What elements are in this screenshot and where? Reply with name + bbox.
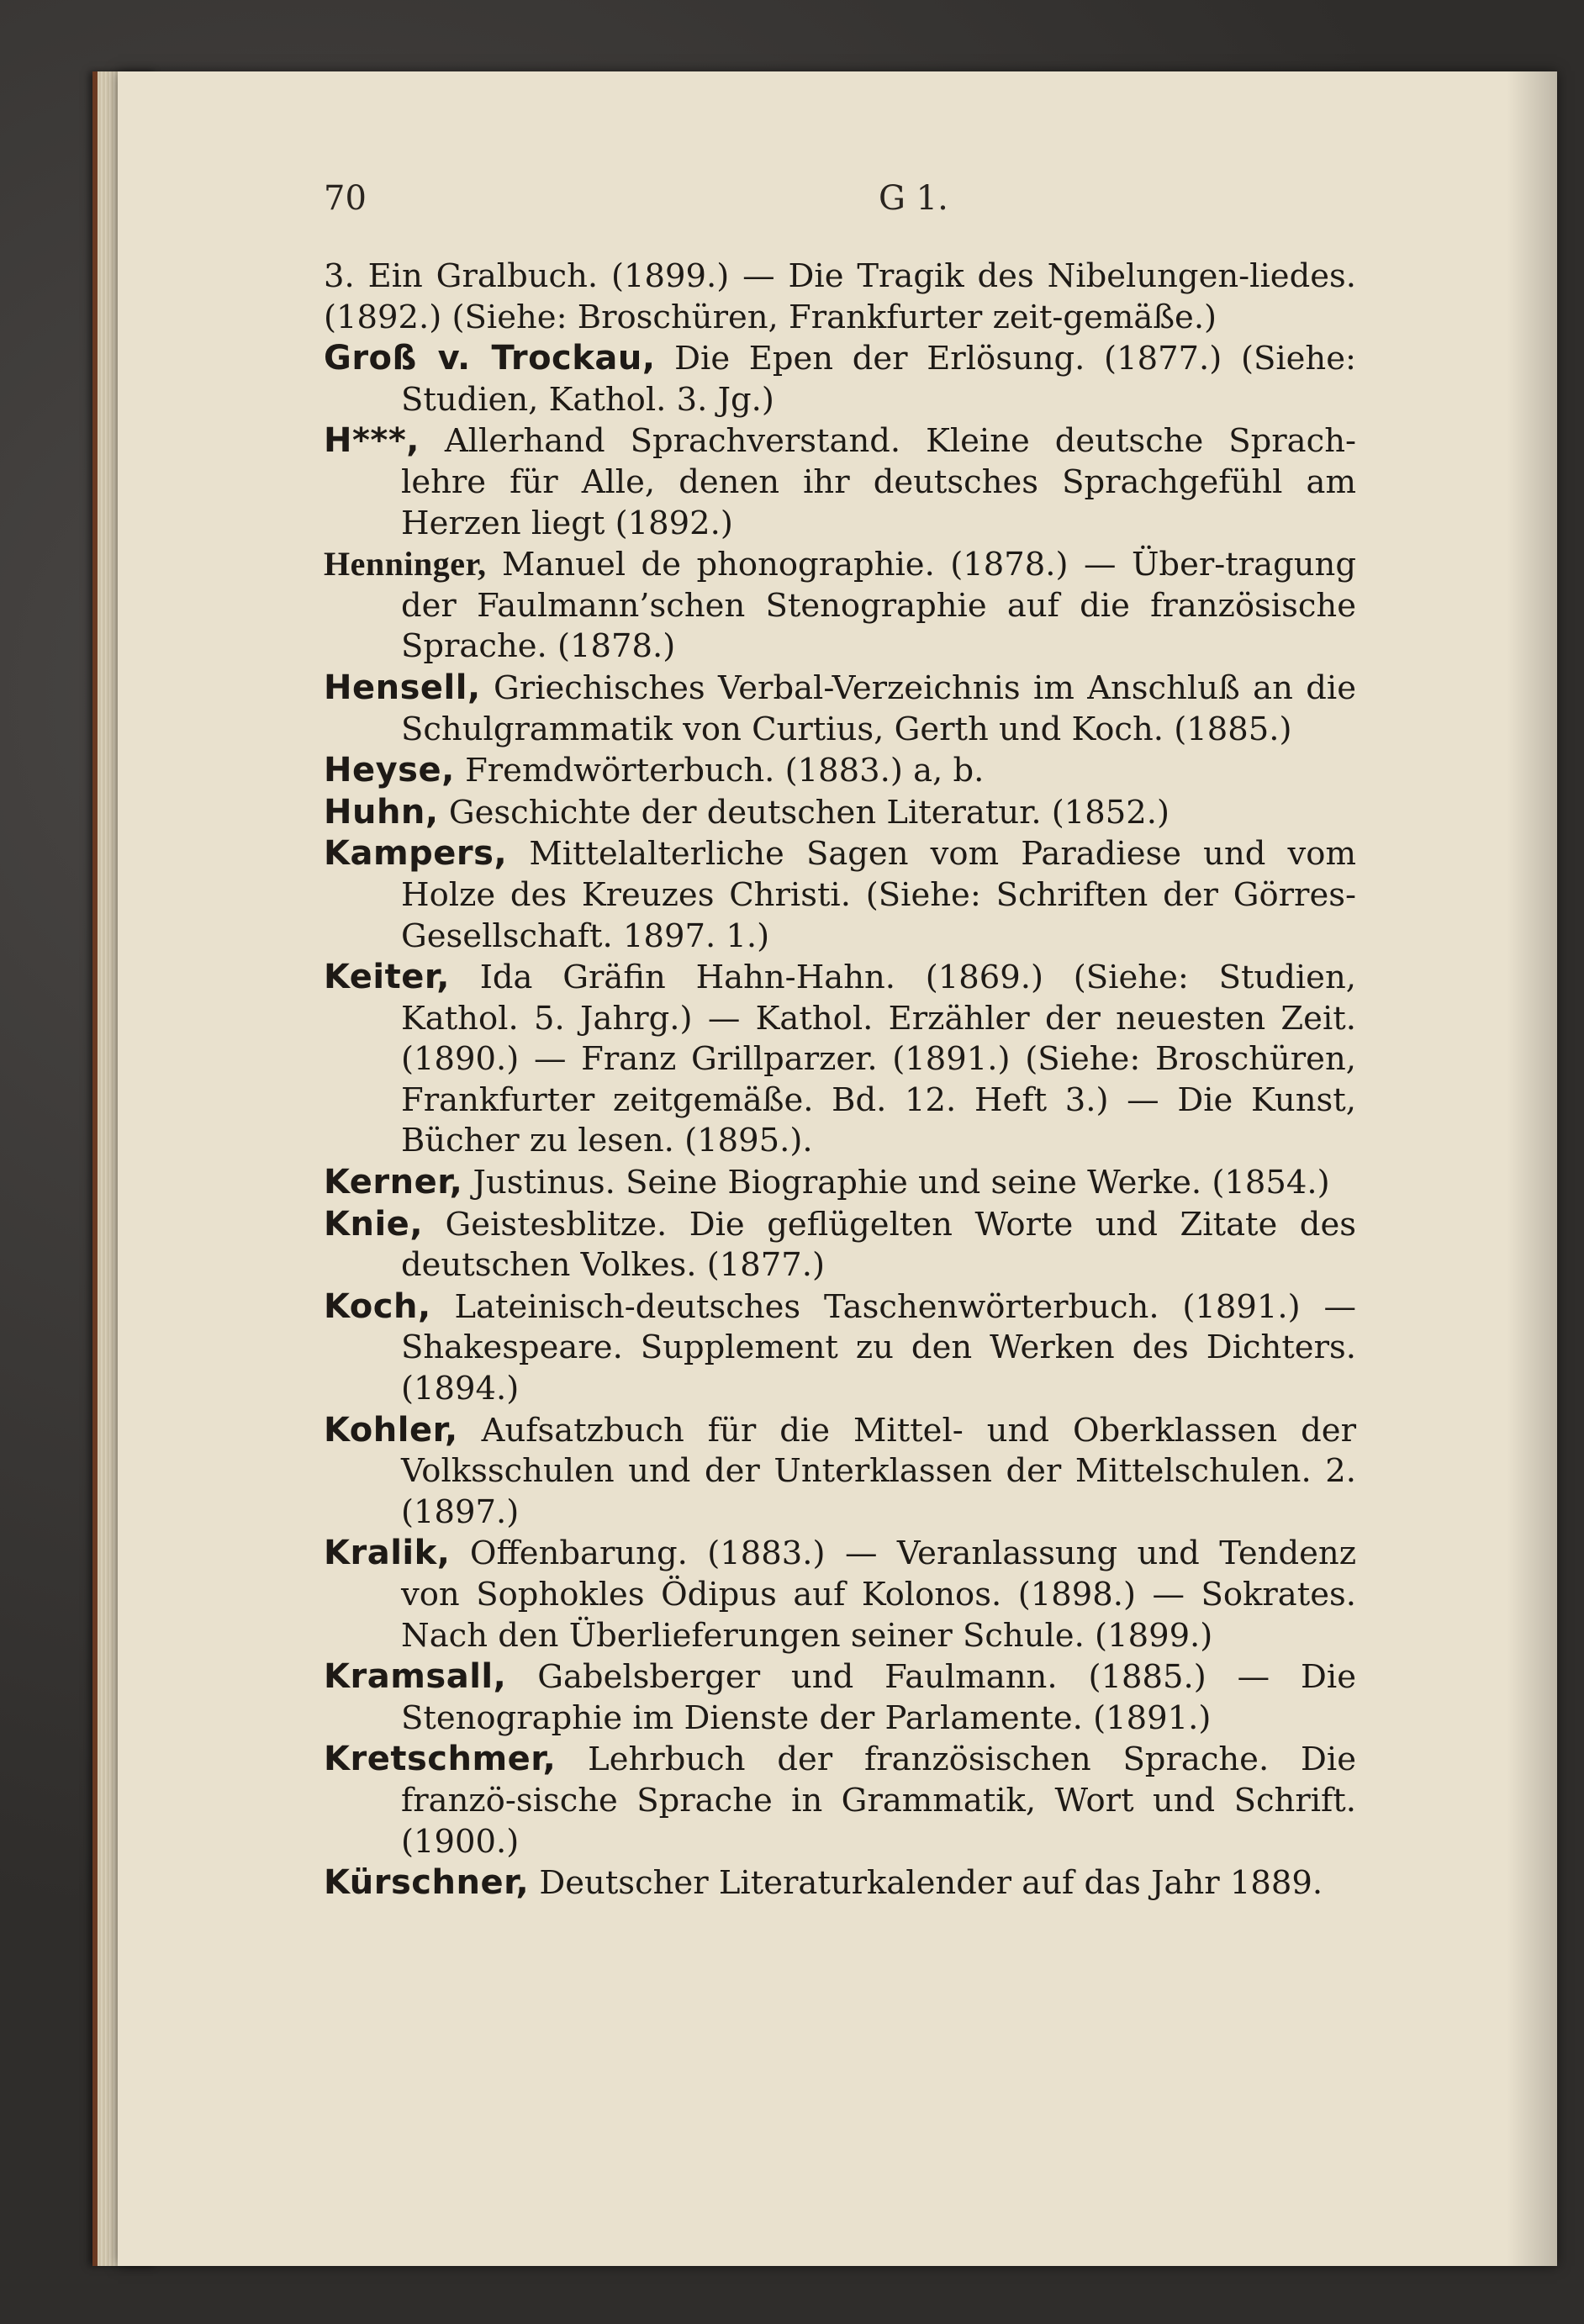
entry-text: Deutscher Literaturkalender auf das Jahr 1889. <box>539 1864 1323 1903</box>
signature-mark: G 1. <box>879 179 948 218</box>
entry-text: Manuel de phonographie. (1878.) — Über-tragung der Faulmann’schen Stenographie auf die französische Sprache. (1878.) <box>401 546 1356 666</box>
entry-text: Aufsatzbuch für die Mittel- und Oberklassen der Volksschulen und der Unterklassen der Mittelschulen. 2. (1897.) <box>401 1411 1356 1531</box>
entry-author: Kretschmer, <box>324 1740 557 1779</box>
entry-text: Justinus. Seine Biographie und seine Werke. (1854.) <box>473 1164 1330 1202</box>
entry-text: Mittelalterliche Sagen vom Paradiese und vom Holze des Kreuzes Christi. (Siehe: Schriften der Görres-Gesellschaft. 1897. 1.) <box>401 835 1356 955</box>
entry-author: Koch, <box>324 1286 431 1326</box>
list-item <box>324 1739 1356 1862</box>
entry-author: Keiter, <box>324 958 450 997</box>
list-item <box>324 1656 1356 1739</box>
entry-author: Groß v. Trockau, <box>324 339 656 378</box>
entry-author: Heyse, <box>324 751 455 790</box>
entry-author: Huhn, <box>324 792 439 832</box>
list-item <box>324 1862 1356 1904</box>
list-item <box>324 957 1356 1162</box>
entry-author: Kramsall, <box>324 1657 507 1697</box>
list-item <box>324 1410 1356 1534</box>
entry-author: Kampers, <box>324 834 508 874</box>
entry-author: Kerner, <box>324 1163 463 1202</box>
list-item <box>324 792 1356 834</box>
list-item <box>324 1204 1356 1286</box>
page-header <box>206 172 1362 231</box>
entry-text: Geistesblitze. Die geflügelten Worte und Zitate des deutschen Volkes. (1877.) <box>401 1205 1356 1285</box>
entry-text: 3. Ein Gralbuch. (1899.) — Die Tragik des Nibelungen-liedes. (1892.) (Siehe: Broschüren, Frankfurter zeit-gemäße.) <box>324 257 1356 336</box>
list-item <box>324 1533 1356 1656</box>
list-item <box>324 1162 1356 1204</box>
entry-text: Allerhand Sprachverstand. Kleine deutsche Sprach-lehre für Alle, denen ihr deutsches Sprachgefühl am Herzen liegt (1892.) <box>401 422 1357 542</box>
entry-author: Kürschner, <box>324 1863 530 1903</box>
entry-author: Kralik, <box>324 1534 451 1573</box>
entry-text: Lateinisch-deutsches Taschenwörterbuch. (1891.) — Shakespeare. Supplement zu den Werken des Dichters. (1894.) <box>401 1287 1356 1408</box>
entry-author: Kohler, <box>324 1410 458 1450</box>
entry-text: Geschichte der deutschen Literatur. (1852.) <box>448 793 1170 832</box>
gutter-shadow <box>1507 71 1557 2266</box>
list-item <box>324 833 1356 957</box>
page-number: 70 <box>324 179 367 218</box>
list-item <box>324 668 1356 750</box>
entry-text: Offenbarung. (1883.) — Veranlassung und Tendenz von Sophokles Ödipus auf Kolonos. (1898.) — Sokrates. Nach den Überlieferungen seiner Schule. (1899.) <box>401 1534 1356 1655</box>
entry-author: Hensell, <box>324 668 481 707</box>
entry-author: H***, <box>324 421 420 461</box>
entry-author: Knie, <box>324 1204 424 1244</box>
list-item <box>324 544 1356 668</box>
entry-text: Fremdwörterbuch. (1883.) a, b. <box>465 752 985 790</box>
list-item <box>324 256 1356 338</box>
list-item <box>324 420 1356 544</box>
list-item <box>324 338 1356 420</box>
entry-text: Lehrbuch der französischen Sprache. Die franzö-sische Sprache in Grammatik, Wort und Schrift. (1900.) <box>401 1740 1356 1861</box>
entry-text: Die Epen der Erlösung. (1877.) (Siehe: Studien, Kathol. 3. Jg.) <box>401 340 1356 419</box>
list-item <box>324 750 1356 792</box>
list-item <box>324 1286 1356 1410</box>
entry-text: Griechisches Verbal-Verzeichnis im Anschluß an die Schulgrammatik von Curtius, Gerth und Koch. (1885.) <box>401 668 1356 748</box>
bibliography-entries <box>324 256 1356 1904</box>
entry-text: Gabelsberger und Faulmann. (1885.) — Die Stenographie im Dienste der Parlamente. (1891.) <box>401 1658 1356 1737</box>
entry-author: Henninger, <box>324 545 487 584</box>
entry-text: Ida Gräfin Hahn-Hahn. (1869.) (Siehe: Studien, Kathol. 5. Jahrg.) — Kathol. Erzähler der neuesten Zeit. (1890.) — Franz Grillparzer. (1891.) (Siehe: Broschüren, Frankfurter zeitgemäße. Bd. 12. Heft 3.) — Die Kunst, Bücher zu lesen. (1895.). <box>401 959 1356 1160</box>
